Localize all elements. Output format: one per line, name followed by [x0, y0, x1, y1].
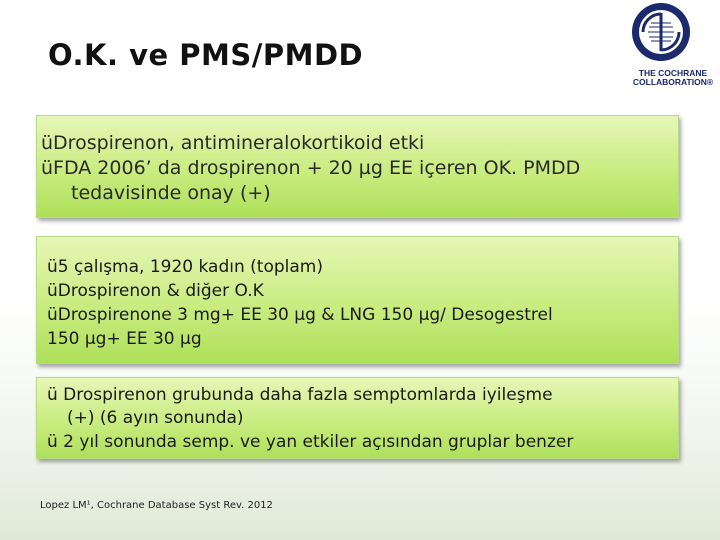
box2-line-4: 150 µg+ EE 30 µg [47, 329, 202, 349]
box2-line-3: üDrospirenone 3 mg+ EE 30 µg & LNG 150 µg/ Desogestrel [47, 305, 553, 325]
cochrane-logo [626, 0, 720, 92]
logo-text-line1: THE COCHRANE [638, 68, 708, 78]
content-box-2 [36, 236, 679, 364]
logo-text-line2: COLLABORATION® [632, 77, 714, 87]
box3-line-1: ü Drospirenon grubunda daha fazla semptomlarda iyileşme [47, 385, 553, 405]
box3-line-3: ü 2 yıl sonunda semp. ve yan etkiler açısından gruplar benzer [47, 432, 574, 452]
box2-line-1: ü5 çalışma, 1920 kadın (toplam) [47, 257, 323, 277]
content-box-3 [36, 377, 679, 459]
content-box-1 [36, 115, 679, 218]
logo-text [626, 69, 720, 87]
slide-title: O.K. ve PMS/PMDD [48, 38, 364, 72]
box1-line-1: üDrospirenon, antimineralokortikoid etki [41, 132, 425, 154]
reference-citation: Lopez LM¹, Cochrane Database Syst Rev. 2012 [40, 500, 273, 511]
box2-line-2: üDrospirenon & diğer O.K [47, 281, 264, 301]
cochrane-logo-icon [630, 1, 692, 63]
box1-line-2: üFDA 2006’ da drospirenon + 20 µg EE içeren OK. PMDD [41, 157, 581, 179]
box3-line-2: (+) (6 ayın sonunda) [67, 408, 244, 428]
box1-line-3: tedavisinde onay (+) [71, 182, 271, 204]
